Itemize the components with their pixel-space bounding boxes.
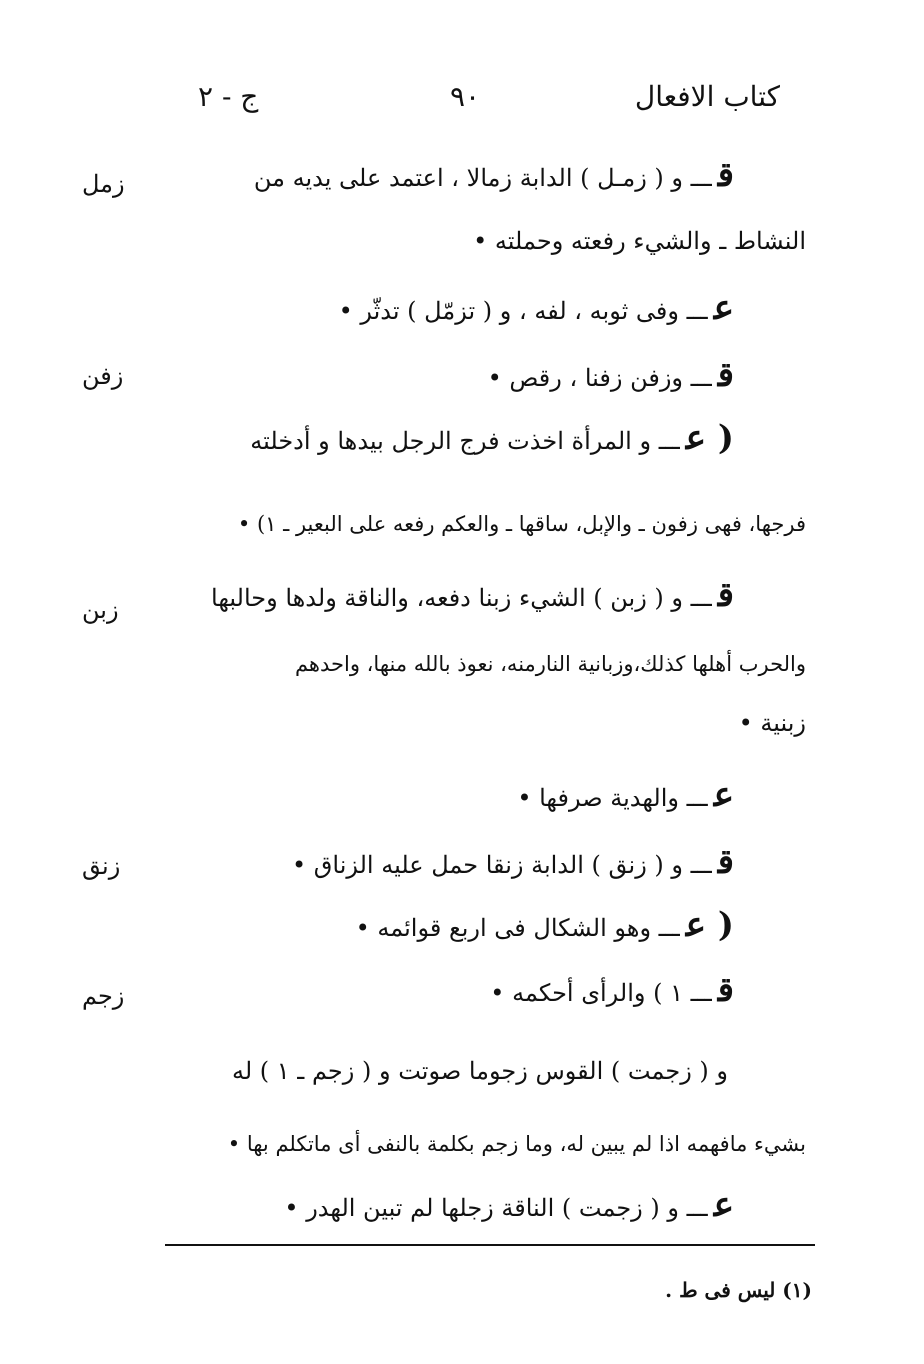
text-line bbox=[490, 970, 734, 1010]
line-text: و ( زجمت ) القوس زجوما صوتت و ( زجم ـ ١ ) له bbox=[231, 1057, 728, 1085]
margin-word: زجم bbox=[82, 982, 125, 1010]
margin-word: زبن bbox=[82, 596, 119, 624]
text-line bbox=[295, 640, 812, 680]
line-marker: ق bbox=[717, 355, 734, 395]
line-text: ـــ و ( زبن ) الشيء زبنا دفعه، والناقة ولدها وحالبها bbox=[211, 584, 712, 612]
line-text: ـــ و ( زمـل ) الدابة زمالا ، اعتمد على يديه من bbox=[253, 164, 712, 192]
line-text: ـــ وفى ثوبه ، لفه ، و ( تزمّل ) تدثّر • bbox=[338, 297, 708, 325]
text-line bbox=[517, 775, 734, 815]
volume-label: ج - ٢ bbox=[198, 80, 259, 113]
line-text: زبنية • bbox=[738, 709, 806, 737]
line-text: ـــ والهدية صرفها • bbox=[517, 784, 708, 812]
margin-word: زمل bbox=[82, 170, 125, 198]
text-line bbox=[739, 700, 812, 740]
book-title: كتاب الافعال bbox=[634, 80, 780, 113]
line-marker: ع bbox=[713, 775, 734, 815]
line-text: ـــ و ( زجمت ) الناقة زجلها لم تبين الهدر • bbox=[284, 1194, 708, 1222]
text-line bbox=[211, 575, 734, 615]
page-number: ٩٠ bbox=[450, 80, 481, 113]
line-marker: ق bbox=[717, 842, 734, 882]
text-line bbox=[339, 288, 734, 328]
line-marker: ( ع bbox=[685, 418, 734, 458]
text-line bbox=[228, 1120, 812, 1160]
text-line bbox=[238, 500, 812, 540]
text-line bbox=[254, 155, 734, 195]
margin-word: زنق bbox=[82, 852, 121, 880]
margin-word: زفن bbox=[82, 362, 124, 390]
text-line bbox=[232, 1048, 734, 1088]
line-text: النشاط ـ والشيء رفعته وحملته • bbox=[473, 227, 806, 255]
line-text: ـــ و ( زنق ) الدابة زنقا حمل عليه الزناق • bbox=[291, 851, 712, 879]
footnote: (١) ليس فى ط . bbox=[665, 1278, 812, 1302]
line-text: ـــ و المرأة اخذت فرج الرجل بيدها و أدخلته bbox=[250, 427, 680, 455]
text-line bbox=[473, 218, 812, 258]
text-line bbox=[284, 1185, 734, 1225]
text-line bbox=[356, 905, 734, 945]
line-text: بشيء مافهمه اذا لم يبين له، وما زجم بكلمة بالنفى أى ماتكلم بها • bbox=[227, 1132, 806, 1156]
line-marker: ع bbox=[713, 288, 734, 328]
line-text: ـــ وزفن زفنا ، رقص • bbox=[487, 364, 712, 392]
line-marker: ع bbox=[713, 1185, 734, 1225]
line-text: ـــ ١ ) والرأى أحكمه • bbox=[490, 979, 712, 1007]
line-text: والحرب أهلها كذلك،وزبانية النارمنه، نعوذ بالله منها، واحدهم bbox=[294, 652, 806, 676]
line-marker: ق bbox=[717, 970, 734, 1010]
line-marker: ق bbox=[717, 155, 734, 195]
footnote-divider bbox=[165, 1244, 815, 1246]
text-line bbox=[292, 842, 734, 882]
line-marker: ق bbox=[717, 575, 734, 615]
line-text: فرجها، فهى زفون ـ والإبل، ساقها ـ والعكم رفعه على البعير ـ ١) • bbox=[237, 512, 806, 536]
text-line bbox=[250, 418, 734, 458]
page-header bbox=[180, 80, 780, 130]
text-line bbox=[488, 355, 734, 395]
line-text: ـــ وهو الشكال فى اربع قوائمه • bbox=[355, 914, 680, 942]
line-marker: ( ع bbox=[685, 905, 734, 945]
